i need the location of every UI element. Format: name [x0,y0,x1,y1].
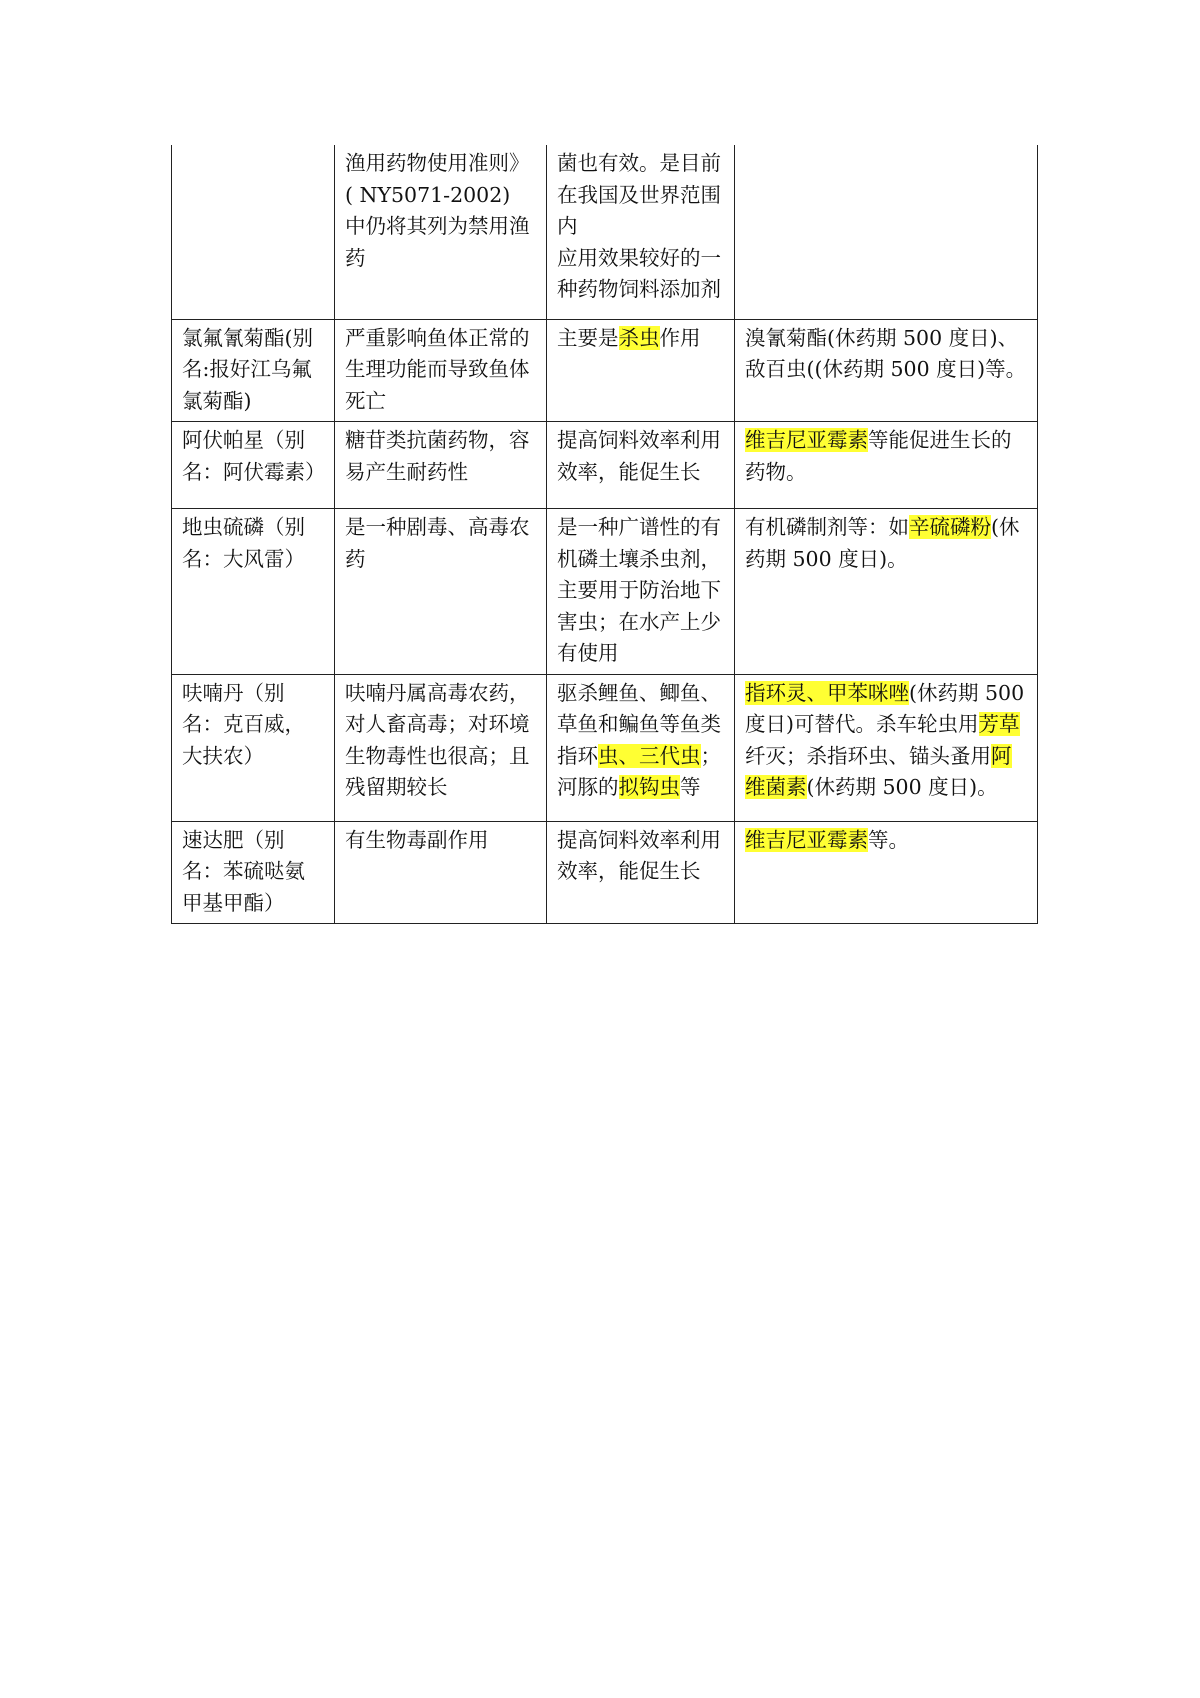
usage-cell [547,674,735,821]
highlighted-text: 芳草 [978,712,1020,736]
highlighted-text: 虫、三代虫 [598,743,701,768]
cell-text: 地虫硫磷（别名：大风雷） [182,515,305,571]
cell-text: 作用 [659,325,701,350]
highlighted-text: 拟钩虫 [618,775,680,799]
banned-drug-table [171,145,1038,924]
cell-text: 呋喃丹（别名：克百威，大扶农） [182,680,305,768]
cell-text: 速达肥（别名：苯硫哒氨甲基甲酯） [182,827,305,915]
highlighted-text: 辛硫磷粉 [909,515,991,539]
cell-text: ；河豚的 [557,743,721,799]
substitute-cell [735,145,1038,319]
cell-text: 等能促进生长的药物。 [745,428,1012,484]
hazard-cell [335,509,547,675]
table-row [172,145,1038,319]
cell-text: 是一种广谱性的有机磷土壤杀虫剂，主要用于防治地下害虫；在水产上少有使用 [557,515,721,665]
cell-text: 等。 [868,827,909,852]
cell-text: 纤灭；杀指环虫、锚头蚤用 [745,743,991,768]
cell-text: 提高饲料效率利用效率，能促生长 [557,827,721,883]
hazard-cell [335,674,547,821]
cell-text: 驱杀鲤鱼、鲫鱼、草鱼和鳊鱼等鱼类指环 [557,680,721,768]
cell-text: 阿伏帕星（别名：阿伏霉素） [182,428,326,484]
hazard-cell [335,422,547,509]
table-body [172,145,1038,924]
table-row [172,821,1038,924]
drug-name-cell [172,674,335,821]
drug-name-cell [172,145,335,319]
table-row [172,319,1038,422]
substitute-cell [735,509,1038,675]
cell-text: 糖苷类抗菌药物，容易产生耐药性 [345,428,530,484]
highlighted-text: 维吉尼亚霉素 [745,428,868,452]
cell-text: 氯氟氰菊酯(别名:报好江乌氟氯菊酯) [182,325,313,413]
substitute-cell [735,821,1038,924]
cell-text: 有机磷制剂等：如 [745,515,909,539]
drug-name-cell [172,319,335,422]
highlighted-text: 阿维菌素 [745,743,1012,799]
hazard-cell [335,821,547,924]
cell-text: 严重影响鱼体正常的生理功能而导致鱼体死亡 [345,325,530,413]
highlighted-text: 指环灵、甲苯咪唑 [745,680,909,705]
cell-text: 菌也有效。是目前在我国及世界范围内 [557,151,721,238]
cell-text: (休药期 500 度日)可替代。杀车轮虫用 [745,680,1025,736]
table-row [172,422,1038,509]
table-row [172,674,1038,821]
usage-cell [547,145,735,319]
substitute-cell [735,674,1038,821]
document-table-container [171,145,1037,924]
cell-text: 渔用药物使用准则》( NY5071-2002) 中仍将其列为禁用渔药 [345,151,530,270]
substitute-cell [735,319,1038,422]
cell-text: 呋喃丹属高毒农药，对人畜高毒；对环境生物毒性也很高；且残留期较长 [345,680,530,799]
cell-text: (休药期 500 度日)。 [806,775,998,799]
drug-name-cell [172,821,335,924]
cell-text: 溴氰菊酯(休药期 500 度日)、敌百虫((休药期 500 度日)等。 [745,325,1027,381]
cell-text: 等 [680,775,701,799]
cell-text: 是一种剧毒、高毒农药 [345,515,530,571]
usage-cell [547,509,735,675]
highlighted-text: 维吉尼亚霉素 [745,827,868,852]
highlighted-text: 杀虫 [618,325,660,350]
hazard-cell [335,145,547,319]
hazard-cell [335,319,547,422]
cell-text: (休药期 500 度日)。 [745,515,1020,571]
cell-text: 提高饲料效率利用效率，能促生长 [557,428,721,484]
cell-text: 应用效果较好的一种药物饲料添加剂 [557,245,721,301]
substitute-cell [735,422,1038,509]
drug-name-cell [172,422,335,509]
cell-text: 主要是 [557,325,619,350]
usage-cell [547,319,735,422]
drug-name-cell [172,509,335,675]
usage-cell [547,821,735,924]
cell-text: 有生物毒副作用 [345,827,489,852]
usage-cell [547,422,735,509]
table-row [172,509,1038,675]
